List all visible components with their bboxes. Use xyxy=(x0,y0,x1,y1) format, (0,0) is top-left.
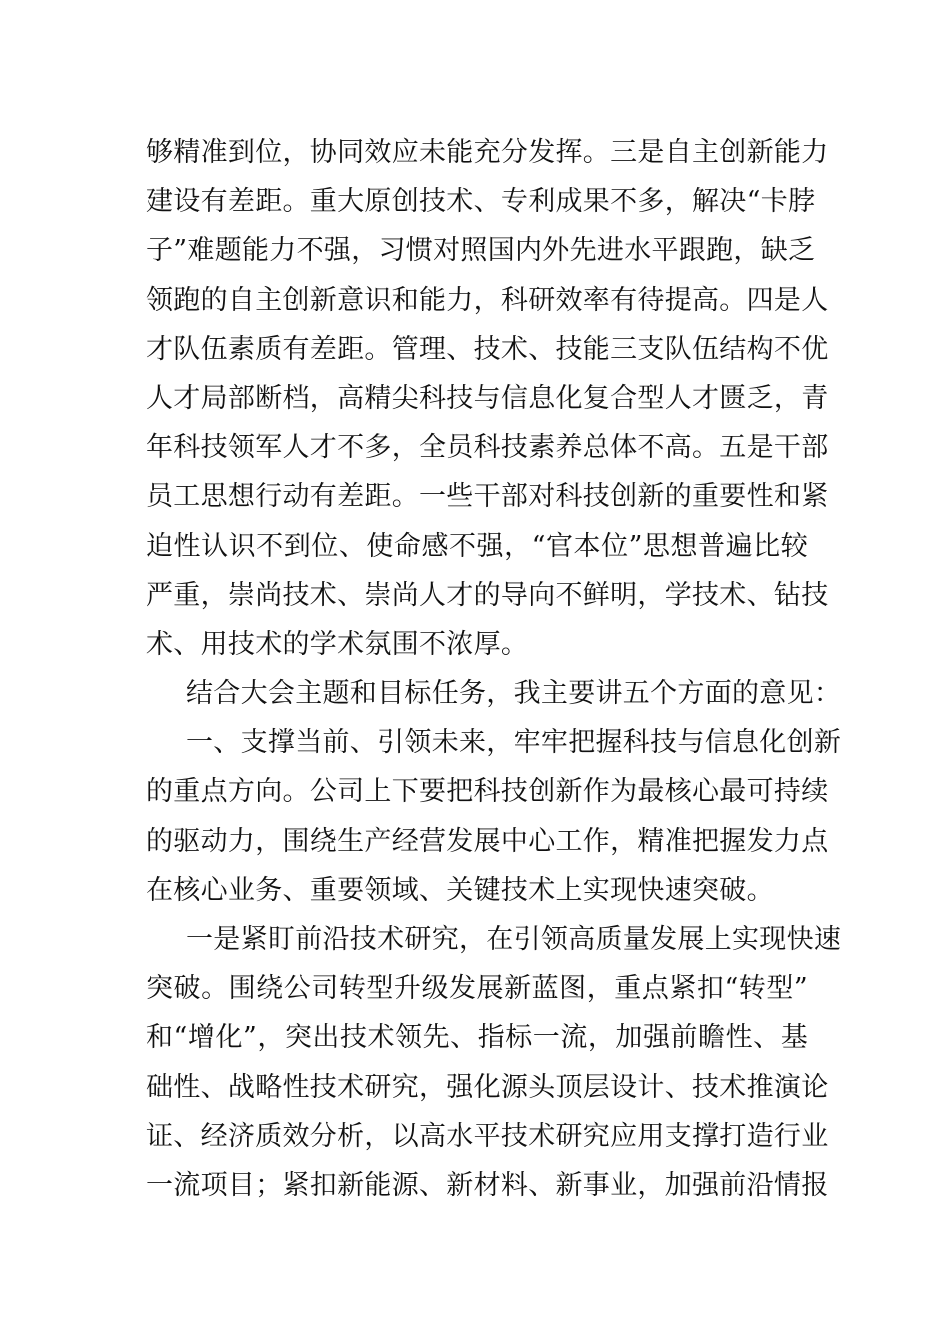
body-line-2: 建设有差距。重大原创技术、专利成果不多，解决“卡脖 xyxy=(146,186,816,218)
body-line-5: 才队伍素质有差距。管理、技术、技能三支队伍结构不优 xyxy=(146,333,829,365)
body-line-20: 础性、战略性技术研究，强化源头顶层设计、技术推演论 xyxy=(146,1071,829,1103)
body-line-6: 人才局部断档，高精尖科技与信息化复合型人才匮乏，青 xyxy=(146,382,829,414)
body-line-16: 在核心业务、重要领域、关键技术上实现快速突破。 xyxy=(146,874,774,906)
body-line-4: 领跑的自主创新意识和能力，科研效率有待提高。四是人 xyxy=(146,284,829,316)
body-line-14: 的重点方向。公司上下要把科技创新作为最核心最可持续 xyxy=(146,776,829,808)
body-line-9: 迫性认识不到位、使命感不强，“官本位”思想普遍比较 xyxy=(146,530,808,562)
body-line-18: 突破。围绕公司转型升级发展新蓝图，重点紧扣“转型” xyxy=(146,973,808,1005)
body-line-12: 结合大会主题和目标任务，我主要讲五个方面的意见： xyxy=(186,678,842,710)
body-line-10: 严重，崇尚技术、崇尚人才的导向不鲜明，学技术、钻技 xyxy=(146,579,829,611)
body-line-21: 证、经济质效分析，以高水平技术研究应用支撑打造行业 xyxy=(146,1120,829,1152)
body-line-15: 的驱动力，围绕生产经营发展中心工作，精准把握发力点 xyxy=(146,825,829,857)
body-line-11: 术、用技术的学术氛围不浓厚。 xyxy=(146,628,529,660)
body-line-22: 一流项目；紧扣新能源、新材料、新事业，加强前沿情报 xyxy=(146,1169,829,1201)
body-line-3: 子”难题能力不强，习惯对照国内外先进水平跟跑，缺乏 xyxy=(146,235,816,267)
body-line-1: 够精准到位，协同效应未能充分发挥。三是自主创新能力 xyxy=(146,137,829,168)
body-line-17: 一是紧盯前沿技术研究，在引领高质量发展上实现快速 xyxy=(186,924,842,955)
document-body xyxy=(146,128,842,1210)
body-line-8: 员工思想行动有差距。一些干部对科技创新的重要性和紧 xyxy=(146,481,829,513)
body-line-19: 和“增化”，突出技术领先、指标一流，加强前瞻性、基 xyxy=(146,1022,808,1054)
body-line-13: 一、支撑当前、引领未来，牢牢把握科技与信息化创新 xyxy=(186,727,842,759)
body-line-7: 年科技领军人才不多，全员科技素养总体不高。五是干部 xyxy=(146,432,829,464)
